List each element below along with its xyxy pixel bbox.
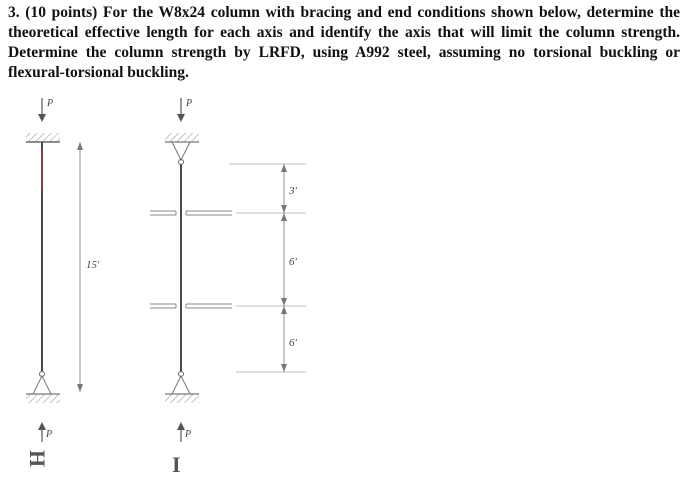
right-top-pin-support (165, 133, 199, 165)
segment-label-bottom: 6′ (289, 337, 297, 349)
left-top-load-arrow (38, 98, 46, 122)
right-bottom-pin-support (165, 372, 199, 404)
left-bottom-pin-support (26, 372, 60, 404)
left-dimension-line (77, 142, 83, 392)
right-bottom-load-arrow (177, 422, 185, 442)
right-upper-brace (150, 211, 232, 215)
right-section-symbol: I (172, 452, 181, 477)
right-lower-brace (150, 304, 232, 308)
segment-label-middle: 6′ (289, 256, 297, 268)
problem-statement: 3. (10 points) For the W8x24 column with bracing and end conditions shown below, determine the theoretical effective length for each axis and identify the axis that will limit the column strength. Determine the column strength by LRFD, using A992 steel, assuming no torsional buckling or flexural-torsional buckling. (8, 4, 680, 81)
right-top-load-label: P (186, 98, 193, 109)
right-top-load-arrow (177, 98, 185, 122)
left-length-label: 15′ (86, 259, 100, 271)
right-bottom-load-label: P (185, 429, 192, 440)
left-top-support-hatch (26, 133, 60, 142)
left-bottom-load-label: P (46, 429, 53, 440)
left-top-load-label: P (47, 98, 54, 109)
left-bottom-load-arrow (38, 422, 46, 442)
left-section-symbol: H (25, 450, 50, 468)
segment-label-top: 3′ (289, 185, 297, 197)
